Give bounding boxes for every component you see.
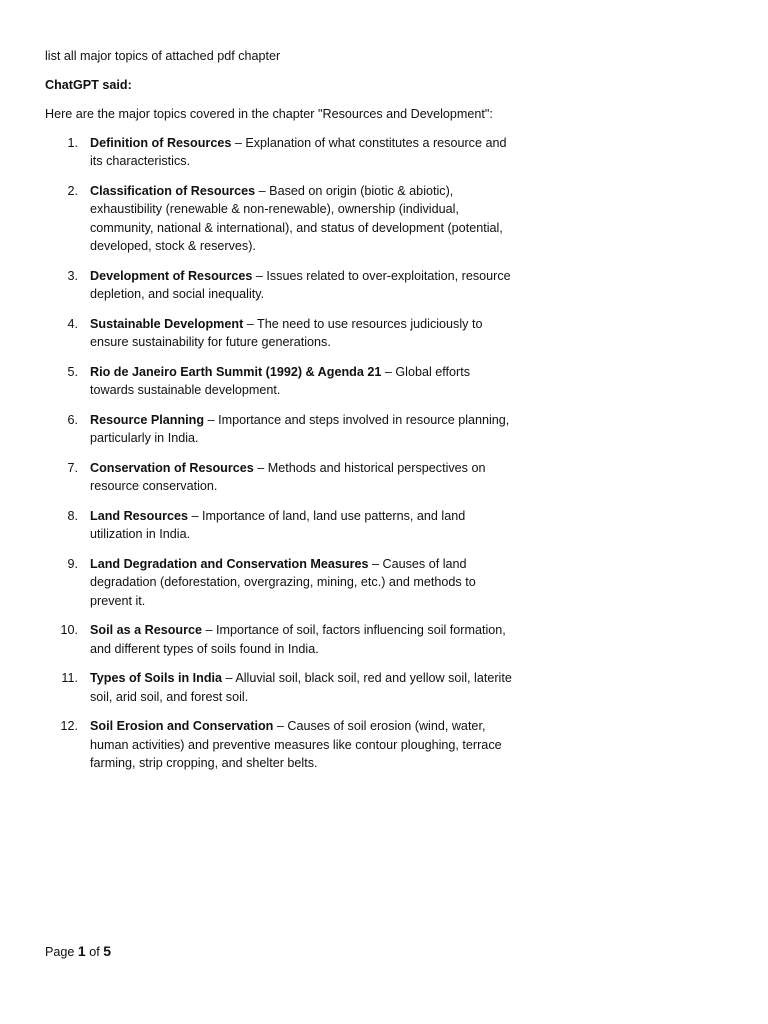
- list-item-description: – The need to use resources judiciously to ensure sustainability for future generations.: [90, 316, 483, 349]
- topics-list: [45, 134, 515, 773]
- list-item-number: 9.: [67, 556, 78, 571]
- list-item: [45, 315, 515, 352]
- list-item-description: – Issues related to over-exploitation, resource depletion, and social inequality.: [90, 268, 511, 301]
- list-item-number: 11.: [61, 671, 78, 685]
- list-item-description: – Importance and steps involved in resource planning, particularly in India.: [90, 412, 510, 445]
- list-item: [45, 363, 515, 400]
- list-item-number: 12.: [60, 719, 78, 733]
- page-footer: [45, 941, 111, 962]
- list-item: [45, 267, 515, 304]
- list-item-term: Resource Planning: [90, 412, 205, 427]
- list-item: [45, 182, 515, 256]
- speaker-label: ChatGPT said:: [45, 77, 132, 92]
- current-page-number: 1: [77, 943, 86, 959]
- list-item-number: 5.: [67, 364, 78, 379]
- list-item-term: Soil Erosion and Conservation: [90, 719, 274, 733]
- list-item: [45, 621, 515, 658]
- list-item-number: 6.: [67, 412, 78, 427]
- of-word: of: [85, 945, 104, 959]
- list-item-number: 1.: [67, 135, 78, 150]
- list-item-term: Types of Soils in India: [90, 671, 223, 685]
- list-item-number: 4.: [67, 316, 78, 331]
- list-item-description: – Explanation of what constitutes a resource and its characteristics.: [90, 135, 507, 168]
- list-item-description: – Importance of soil, factors influencing soil formation, and different types of soils found in India.: [90, 623, 506, 656]
- list-item-description: – Based on origin (biotic & abiotic), exhaustibility (renewable & non-renewable), ownership (individual, community, national & international), and status of development (potential, developed, stock & reserves).: [90, 183, 503, 253]
- list-item-number: 8.: [67, 508, 78, 523]
- list-item-number: 3.: [67, 268, 78, 283]
- list-item-description: – Global efforts towards sustainable development.: [90, 364, 471, 397]
- list-item-number: 2.: [67, 183, 78, 198]
- list-item-description: – Causes of land degradation (deforestation, overgrazing, mining, etc.) and methods to prevent it.: [90, 556, 476, 608]
- list-item-term: Soil as a Resource: [90, 623, 202, 637]
- list-item: [45, 555, 515, 611]
- list-item: [45, 134, 515, 171]
- document-body: [45, 47, 515, 784]
- list-item-description: – Importance of land, land use patterns, and land utilization in India.: [90, 508, 466, 541]
- list-item-term: Conservation of Resources: [90, 460, 254, 475]
- list-item-term: Sustainable Development: [90, 316, 244, 331]
- list-item: [45, 669, 515, 706]
- list-item-description: – Causes of soil erosion (wind, water, human activities) and preventive measures like contour ploughing, terrace farming, strip cropping, and shelter belts.: [90, 719, 502, 770]
- list-item: [45, 717, 515, 773]
- list-item-description: – Alluvial soil, black soil, red and yellow soil, laterite soil, arid soil, and forest soil.: [90, 671, 512, 704]
- page-word: Page: [45, 945, 78, 959]
- list-item: [45, 411, 515, 448]
- list-item-term: Classification of Resources: [90, 183, 256, 198]
- list-item-description: – Methods and historical perspectives on resource conservation.: [90, 460, 486, 493]
- list-item: [45, 507, 515, 544]
- total-pages-number: 5: [103, 943, 112, 959]
- list-item-number: 10.: [60, 623, 78, 637]
- list-item-term: Rio de Janeiro Earth Summit (1992) & Agenda 21: [90, 364, 382, 379]
- list-item-term: Land Degradation and Conservation Measures: [90, 556, 369, 571]
- list-item-number: 7.: [67, 460, 78, 475]
- intro-text: Here are the major topics covered in the chapter "Resources and Development":: [45, 107, 493, 121]
- list-item-term: Land Resources: [90, 508, 188, 523]
- list-item: [45, 459, 515, 496]
- list-item-term: Development of Resources: [90, 268, 253, 283]
- user-prompt: list all major topics of attached pdf chapter: [45, 49, 281, 63]
- list-item-term: Definition of Resources: [90, 135, 232, 150]
